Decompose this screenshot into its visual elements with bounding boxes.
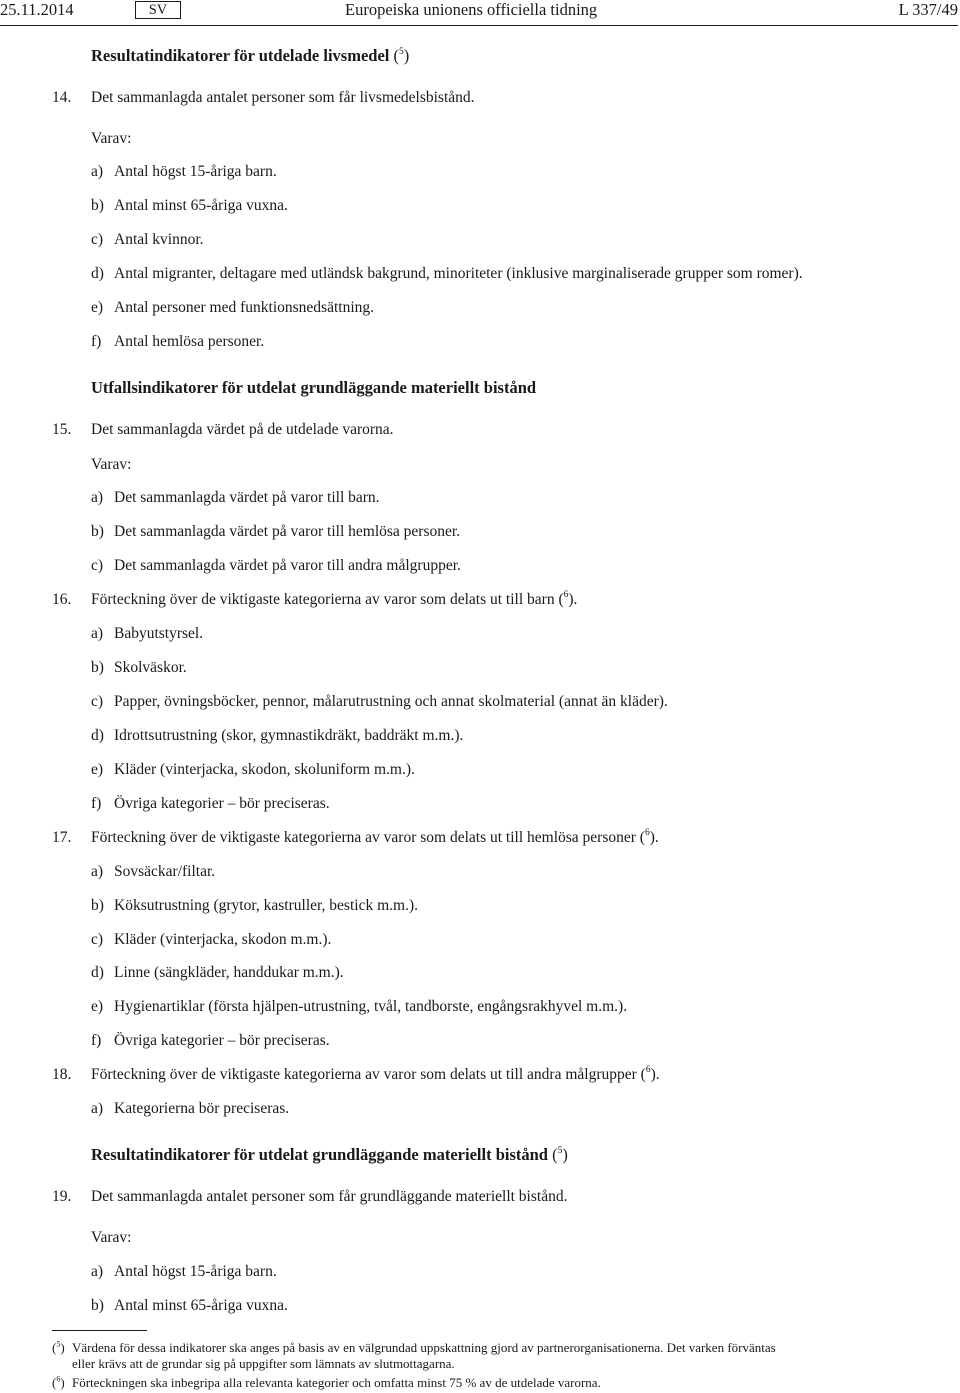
sub-item (91, 658, 187, 678)
sub-item (91, 794, 330, 814)
sub-item-label: b) (91, 197, 104, 214)
footnote-number: 5 (56, 1339, 61, 1349)
sub-item-text: Övriga kategorier – bör preciseras. (114, 1032, 330, 1049)
sub-item-text: Antal kvinnor. (114, 231, 204, 248)
sub-item-label: c) (91, 931, 104, 948)
sub-item-text: Det sammanlagda värdet på varor till andra målgrupper. (114, 557, 461, 574)
item-text-end: ). (650, 1066, 660, 1083)
sub-item (91, 963, 344, 983)
sub-item-text: Antal migranter, deltagare med utländsk bakgrund, minoriteter (inklusive marginaliserade grupper som romer). (114, 265, 803, 282)
sub-item-text: Kläder (vinterjacka, skodon, skoluniform m.m.). (114, 761, 415, 778)
sub-item-label: a) (91, 163, 104, 180)
sub-item (91, 1099, 289, 1119)
sub-item-label: e) (91, 761, 104, 778)
sub-item-label: b) (91, 659, 104, 676)
item-text (91, 590, 577, 610)
sub-item-text: Babyutstyrsel. (114, 625, 204, 642)
language-badge: SV (135, 1, 181, 19)
item-text: Det sammanlagda antalet personer som får livsmedelsbistånd. (91, 89, 475, 106)
sub-item (91, 488, 380, 508)
sub-item-label: a) (91, 863, 104, 880)
sub-item (91, 332, 264, 352)
footnote-text-continued: eller krävs att de grundar sig på uppgifter som lämnats av slutmottagarna. (72, 1356, 455, 1371)
sub-item-label: a) (91, 1100, 104, 1117)
sub-item-label: e) (91, 299, 104, 316)
item-number: 18. (52, 1066, 72, 1083)
item-text-end: ). (568, 591, 578, 608)
footnote-ref: 5 (399, 46, 404, 57)
item-text: Det sammanlagda antalet personer som får grundläggande materiellt bistånd. (91, 1188, 568, 1205)
sub-item (91, 930, 331, 950)
sub-item (91, 997, 627, 1017)
sub-item (91, 522, 460, 542)
journal-title: Europeiska unionens officiella tidning (345, 0, 598, 19)
item-number: 19. (52, 1188, 72, 1205)
sub-item-label: f) (91, 1032, 102, 1049)
sub-item-text: Antal minst 65-åriga vuxna. (114, 197, 288, 214)
sub-item (91, 726, 463, 746)
sub-item (91, 1296, 288, 1316)
sub-item-text: Övriga kategorier – bör preciseras. (114, 795, 330, 812)
sub-item-label: c) (91, 557, 104, 574)
sub-item (91, 760, 415, 780)
item-text-body: Förteckning över de viktigaste kategorierna av varor som delats ut till hemlösa personer ( (91, 829, 645, 846)
sub-item-text: Antal personer med funktionsnedsättning. (114, 299, 375, 316)
sub-item-label: b) (91, 897, 104, 914)
sub-item (91, 862, 215, 882)
sub-item-label: d) (91, 265, 104, 282)
header-rule (0, 25, 958, 26)
sub-item-label: c) (91, 231, 104, 248)
footnote-ref: 5 (557, 1145, 563, 1156)
sub-item-label: d) (91, 964, 104, 981)
sub-item (91, 624, 203, 644)
sub-item-text: Antal högst 15-åriga barn. (114, 1263, 277, 1280)
sub-item (91, 162, 277, 182)
publication-date: 25.11.2014 (0, 0, 74, 19)
item-text (91, 1065, 660, 1085)
section-heading-food: Resultatindikatorer för utdelade livsmedel ($^5$) (91, 46, 410, 65)
item-text-end: ). (649, 829, 659, 846)
sub-item-label: c) (91, 693, 104, 710)
sub-item-text: Linne (sängkläder, handdukar m.m.). (114, 964, 344, 981)
sub-item-label: a) (91, 489, 104, 506)
sub-item-text: Papper, övningsböcker, pennor, målarutrustning och annat skolmaterial (annat än kläder). (114, 693, 668, 710)
footnote-text: Förteckningen ska inbegripa alla relevanta kategorier och omfatta minst 75 % av de utdelade varorna. (72, 1375, 601, 1390)
sub-item-text: Det sammanlagda värdet på varor till barn. (114, 489, 380, 506)
footnote-number: 6 (56, 1374, 61, 1384)
sub-item-text: Kläder (vinterjacka, skodon m.m.). (114, 931, 332, 948)
sub-item-text: Sovsäckar/filtar. (114, 863, 216, 880)
sub-item (91, 196, 288, 216)
sub-item (91, 1031, 330, 1051)
item-number: 14. (52, 89, 72, 106)
sub-item-text: Kategorierna bör preciseras. (114, 1100, 290, 1117)
item-number: 16. (52, 591, 72, 608)
footnote-ref: 6 (645, 1064, 651, 1075)
section-heading-text: Resultatindikatorer för utdelade livsmedel (91, 46, 390, 65)
item-text-body: Förteckning över de viktigaste kategorierna av varor som delats ut till barn ( (91, 591, 564, 608)
section-heading-text: Resultatindikatorer för utdelat grundläggande materiellt bistånd (91, 1145, 548, 1164)
sub-item-text: Idrottsutrustning (skor, gymnastikdräkt, baddräkt m.m.). (114, 727, 464, 744)
sub-item-text: Skolväskor. (114, 659, 187, 676)
sub-item-label: e) (91, 998, 104, 1015)
sub-item-text: Antal högst 15-åriga barn. (114, 163, 277, 180)
footnote-ref: 6 (563, 589, 569, 600)
sub-item-text: Hygienartiklar (första hjälpen-utrustning, tvål, tandborste, engångsrakhyvel m.m.). (114, 998, 628, 1015)
item-text (91, 828, 659, 848)
sub-item (91, 692, 668, 712)
footnote-marker: ($^6$) (52, 1374, 65, 1390)
item-text-body: Förteckning över de viktigaste kategorierna av varor som delats ut till andra målgrupper ( (91, 1066, 646, 1083)
item-number: 15. (52, 421, 72, 438)
sub-item-label: d) (91, 727, 104, 744)
sub-item (91, 556, 461, 576)
sub-item-label: a) (91, 625, 104, 642)
footnote-marker: ($^5$) (52, 1339, 65, 1355)
section-heading-basic: Utfallsindikatorer för utdelat grundläggande materiellt bistånd (91, 378, 537, 397)
sub-item (91, 1262, 277, 1282)
sub-item-label: a) (91, 1263, 104, 1280)
sub-item-text: Köksutrustning (grytor, kastruller, bestick m.m.). (114, 897, 418, 914)
item-text: Det sammanlagda värdet på de utdelade varorna. (91, 421, 394, 438)
section-heading-result-basic: Resultatindikatorer för utdelat grundläggande materiellt bistånd ($^5$) (91, 1145, 568, 1164)
sub-item-label: f) (91, 795, 102, 812)
sub-item (91, 298, 374, 318)
footnote-rule (52, 1330, 147, 1331)
varav-label: Varav: (91, 456, 132, 473)
sub-item-label: b) (91, 1297, 104, 1314)
sub-item (91, 264, 803, 284)
footnote-ref: 6 (644, 827, 650, 838)
page-reference: L 337/49 (898, 0, 958, 19)
varav-label: Varav: (91, 130, 132, 147)
sub-item-text: Antal hemlösa personer. (114, 333, 265, 350)
sub-item-text: Antal minst 65-åriga vuxna. (114, 1297, 288, 1314)
sub-item (91, 896, 418, 916)
sub-item (91, 230, 204, 250)
varav-label: Varav: (91, 1229, 132, 1246)
sub-item-label: b) (91, 523, 104, 540)
item-number: 17. (52, 829, 72, 846)
footnote-text: Värdena för dessa indikatorer ska anges på basis av en välgrundad uppskattning gjord av partnerorganisationerna. Det varken förväntas (72, 1340, 776, 1355)
sub-item-text: Det sammanlagda värdet på varor till hemlösa personer. (114, 523, 461, 540)
sub-item-label: f) (91, 333, 102, 350)
